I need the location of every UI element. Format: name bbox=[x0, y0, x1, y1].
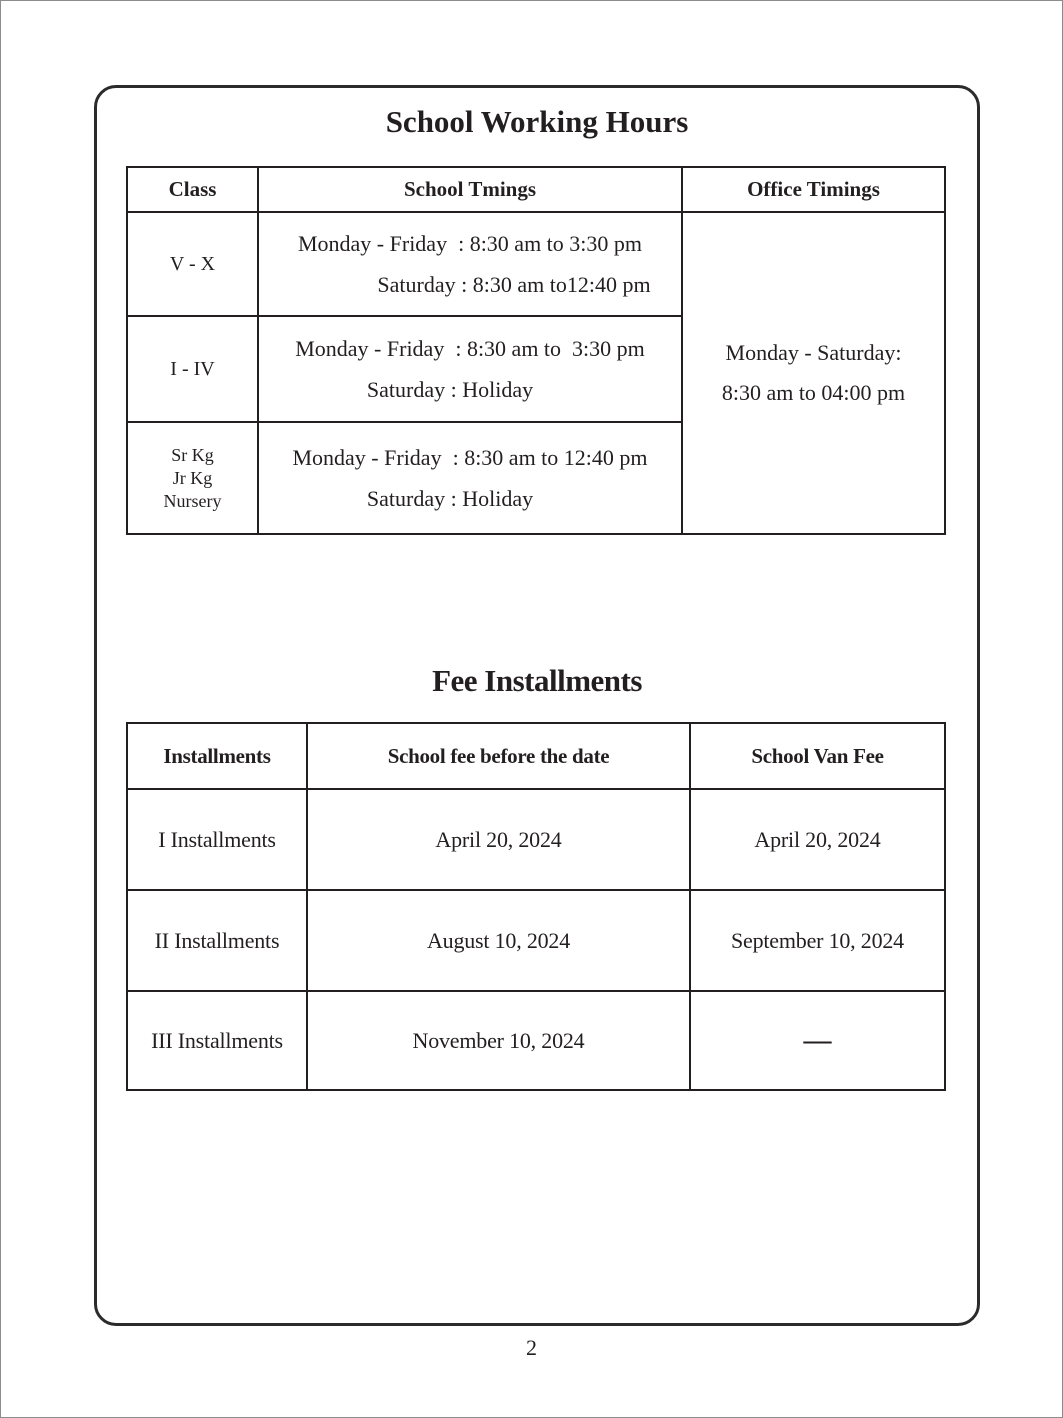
installment-cell: III Installments bbox=[127, 991, 307, 1090]
content-card bbox=[94, 85, 980, 1326]
table-row bbox=[127, 890, 945, 991]
fee-installments-title: Fee Installments bbox=[432, 663, 642, 698]
working-hours-header-row bbox=[127, 167, 945, 212]
school-fee-date-cell: November 10, 2024 bbox=[307, 991, 690, 1090]
school-timings-cell bbox=[258, 422, 682, 534]
installment-cell: I Installments bbox=[127, 789, 307, 890]
col-header-class: Class bbox=[127, 167, 258, 212]
installment-cell: II Installments bbox=[127, 890, 307, 991]
fee-installments-table bbox=[126, 722, 946, 1091]
page-number: 2 bbox=[526, 1335, 537, 1360]
van-fee-date-cell: September 10, 2024 bbox=[690, 890, 945, 991]
timing-line: Monday - Friday : 8:30 am to 12:40 pm bbox=[292, 445, 648, 470]
office-timings-cell bbox=[682, 212, 945, 534]
working-hours-table bbox=[126, 166, 946, 535]
class-cell bbox=[127, 422, 258, 534]
timing-line: Monday - Friday : 8:30 am to 3:30 pm bbox=[295, 336, 645, 361]
col-header-van-fee: School Van Fee bbox=[690, 723, 945, 789]
class-line: Sr Kg bbox=[171, 444, 214, 465]
table-row bbox=[127, 789, 945, 890]
col-header-school-timings: School Tmings bbox=[258, 167, 682, 212]
table-row bbox=[127, 212, 945, 316]
col-header-installments: Installments bbox=[127, 723, 307, 789]
working-hours-title: School Working Hours bbox=[385, 104, 689, 139]
van-fee-dash-cell: — bbox=[690, 991, 945, 1090]
timing-line: Saturday : 8:30 am to12:40 pm bbox=[377, 272, 651, 297]
school-fee-date-cell: August 10, 2024 bbox=[307, 890, 690, 991]
class-line: Jr Kg bbox=[172, 467, 213, 488]
table-row bbox=[127, 991, 945, 1090]
col-header-office-timings: Office Timings bbox=[682, 167, 945, 212]
col-header-school-fee-date: School fee before the date bbox=[307, 723, 690, 789]
school-timings-cell bbox=[258, 212, 682, 316]
class-cell: I - IV bbox=[127, 316, 258, 422]
timing-line: Saturday : Holiday bbox=[366, 486, 534, 511]
school-timings-cell bbox=[258, 316, 682, 422]
school-fee-date-cell: April 20, 2024 bbox=[307, 789, 690, 890]
van-fee-date-cell: April 20, 2024 bbox=[690, 789, 945, 890]
office-timing-line: 8:30 am to 04:00 pm bbox=[721, 380, 906, 405]
timing-line: Saturday : Holiday bbox=[366, 377, 534, 402]
class-line: Nursery bbox=[163, 490, 222, 511]
office-timing-line: Monday - Saturday: bbox=[725, 340, 902, 365]
class-cell: V - X bbox=[127, 212, 258, 316]
timing-line: Monday - Friday : 8:30 am to 3:30 pm bbox=[297, 231, 643, 256]
fee-installments-header-row bbox=[127, 723, 945, 789]
